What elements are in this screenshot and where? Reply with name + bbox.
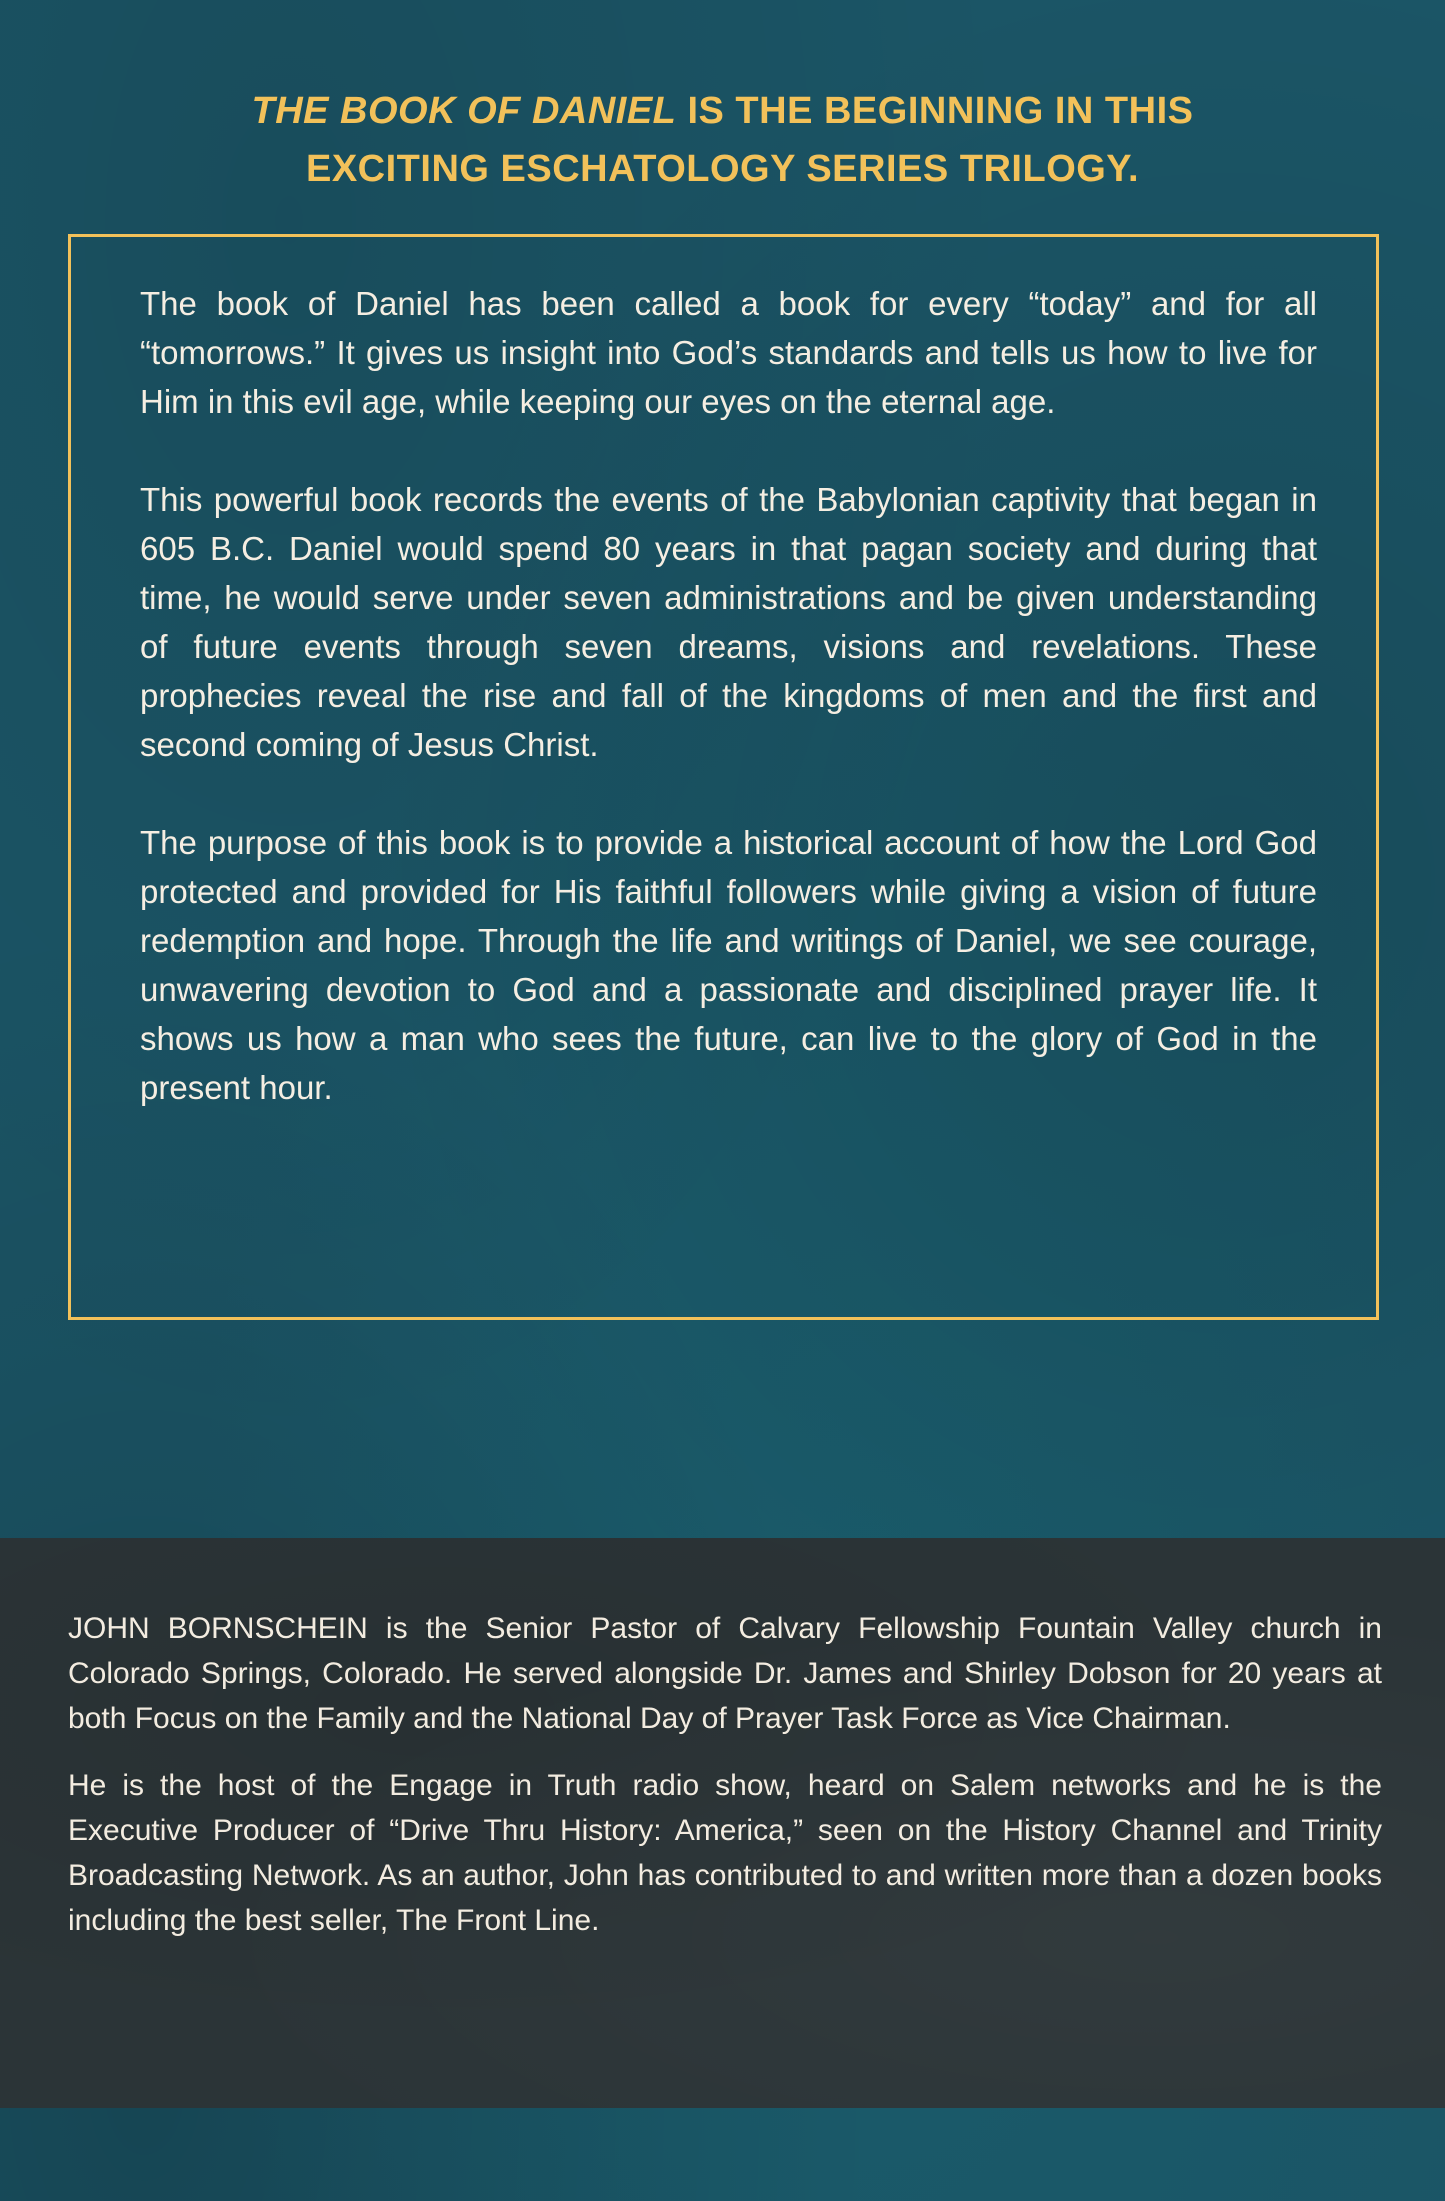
- description-paragraph-1: The book of Daniel has been called a book for every “today” and for all “tomorrows.” It gives us insight into God’s standards and tells us how to live for Him in this evil age, while keeping our eyes on the eternal age.: [140, 285, 1317, 420]
- bio-paragraph-1: JOHN BORNSCHEIN is the Senior Pastor of Calvary Fellowship Fountain Valley church in Colorado Springs, Colorado. He served alongside Dr. James and Shirley Dobson for 20 years at both Focus on the Family and the National Day of Prayer Task Force as Vice Chairman.: [68, 1612, 1382, 1735]
- back-cover-headline: [0, 82, 1445, 198]
- headline-line-2: EXCITING ESCHATOLOGY SERIES TRILOGY.: [305, 148, 1139, 190]
- book-description: [140, 279, 1317, 1112]
- author-bio: [68, 1606, 1382, 1965]
- headline-line-1: [0, 82, 1445, 140]
- description-paragraph-2: This powerful book records the events of the Babylonian captivity that began in 605 B.C. Daniel would spend 80 years in that pagan society and during that time, he would serve under seven administrations and be given understanding of future events through seven dreams, visions and revelations. These prophecies reveal the rise and fall of the kingdoms of men and the first and second coming of Jesus Christ.: [140, 481, 1317, 763]
- description-paragraph-3: The purpose of this book is to provide a historical account of how the Lord God protected and provided for His faithful followers while giving a vision of future redemption and hope. Through the life and writings of Daniel, we see courage, unwavering devotion to God and a passionate and disciplined prayer life. It shows us how a man who sees the future, can live to the glory of God in the present hour.: [140, 824, 1317, 1106]
- bio-paragraph-2: He is the host of the Engage in Truth radio show, heard on Salem networks and he is the Executive Producer of “Drive Thru History: America,” seen on the History Channel and Trinity Broadcasting Network. As an author, John has contributed to and written more than a dozen books including the best seller, The Front Line.: [68, 1769, 1382, 1937]
- book-description-box: [68, 234, 1379, 1320]
- book-title: THE BOOK OF DANIEL: [251, 90, 677, 132]
- author-bio-panel: [0, 1538, 1445, 2108]
- headline-line-1-rest: IS THE BEGINNING IN THIS: [676, 90, 1194, 132]
